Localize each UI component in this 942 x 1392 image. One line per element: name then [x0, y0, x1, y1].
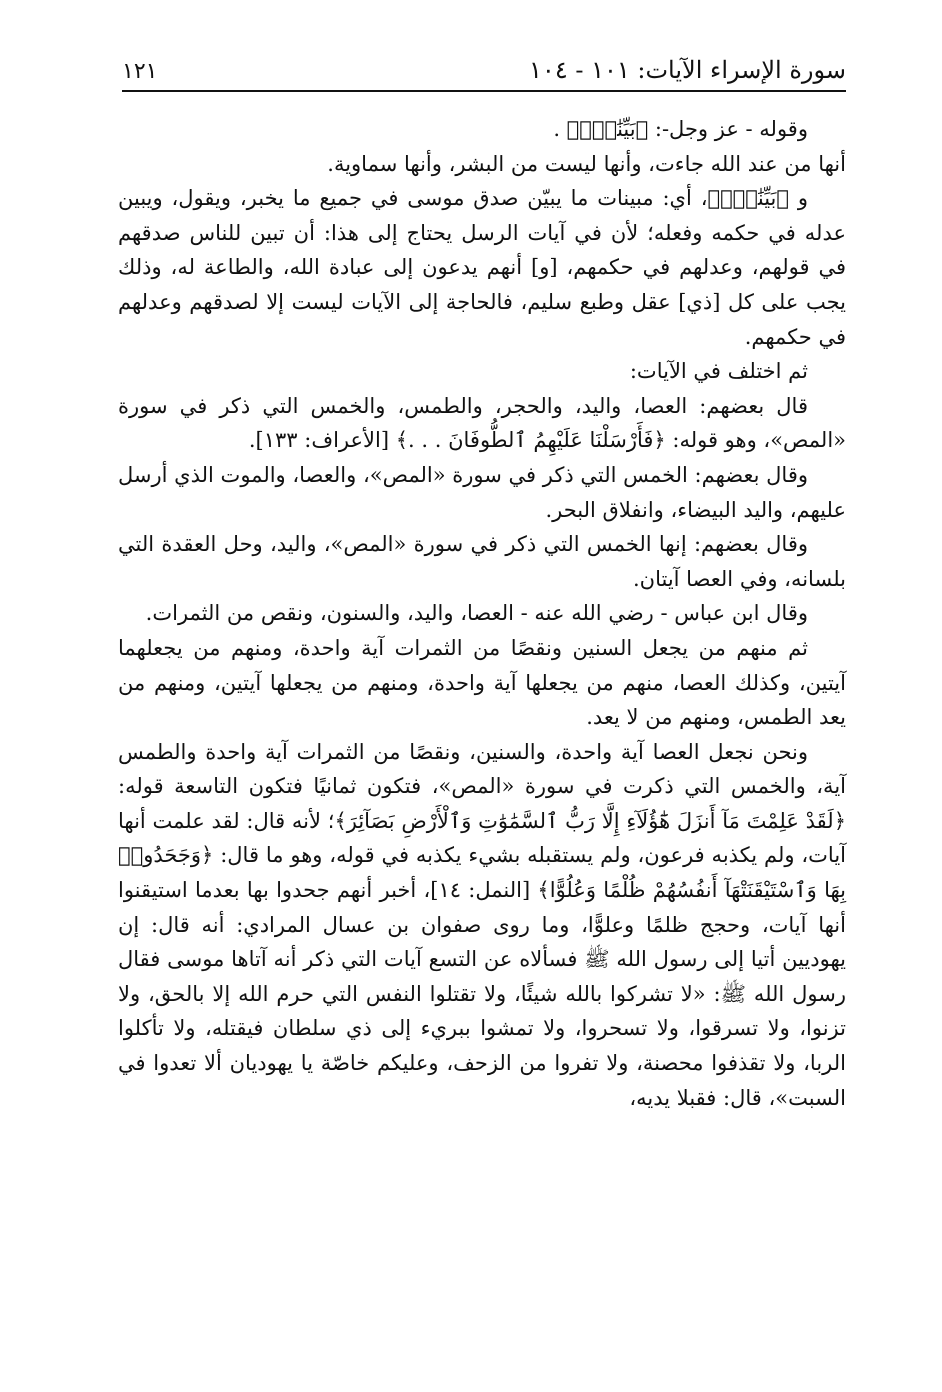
paragraph: ثم اختلف في الآيات:: [629, 359, 808, 384]
running-header: [122, 52, 846, 92]
paragraph: أنها من عند الله جاءت، وأنها ليست من البشر، وأنها سماوية.: [327, 151, 846, 176]
paragraph: وقال بعضهم: الخمس التي ذكر في سورة «المص»، والعصا، والموت الذي أرسل عليهم، واليد البيضاء، وانفلاق البحر.: [118, 462, 846, 522]
page-body: [118, 112, 846, 1115]
chapter-title: سورة الإسراء الآيات: ١٠١ - ١٠٤: [529, 56, 846, 84]
paragraph: وقوله - عز وجل-: ﴿بَيِّنَٰتٍۢ﴾ .: [553, 117, 808, 141]
paragraph: ثم منهم من يجعل السنين ونقصًا من الثمرات آية واحدة، ومنهم من يجعلهما آيتين، وكذلك العصا، منهم من يجعلها آية واحدة، ومنهم من يجعلها آيتين، ومنهم من يعد الطمس، ومنهم من لا يعد.: [118, 635, 846, 730]
paragraph: قال بعضهم: العصا، واليد، والحجر، والطمس، والخمس التي ذكر في سورة «المص»، وهو قوله: ﴿فَأَرْسَلْنَا عَلَيْهِمُ ٱلطُّوفَانَ . . .﴾ [الأعراف: ١٣٣].: [118, 393, 846, 453]
page-number: ١٢١: [122, 59, 158, 84]
paragraph: ونحن نجعل العصا آية واحدة، والسنين، ونقصًا من الثمرات آية واحدة والطمس آية، والخمس التي ذكرت في سورة «المص»، فتكون ثمانيًا فتكون التاسعة قوله: ﴿لَقَدْ عَلِمْتَ مَآ أَنزَلَ هَٰٓؤُلَآءِ إِلَّا رَبُّ ٱلسَّمَٰوَٰتِ وَٱلْأَرْضِ بَصَآئِرَ﴾؛ لأنه قال: لقد علمت أنها آيات، ولم يكذبه فرعون، ولم يستقبله بشيء يكذبه في قوله، وهو ما قال: ﴿وَجَحَدُوا۟ بِهَا وَٱسْتَيْقَنَتْهَآ أَنفُسُهُمْ ظُلْمًا وَعُلُوًّا﴾ [النمل: ١٤]، أخبر أنهم جحدوا بها بعدما استيقنوا أنها آيات، وحجج ظلمًا وعلوًّا، وما روى صفوان بن عسال المرادي: أنه قال: إن يهوديين أتيا إلى رسول الله ﷺ فسألاه عن التسع آيات التي ذكر أنه آتاها موسى فقال رسول الله ﷺ: «لا تشركوا بالله شيئًا، ولا تقتلوا النفس التي حرم الله إلا بالحق، ولا تزنوا، ولا تسرقوا، ولا تسحروا، ولا تمشوا ببريء إلى ذي سلطان فيقتله، ولا تأكلوا الربا، ولا تقذفوا محصنة، ولا تفروا من الزحف، وعليكم خاصّة يا يهوديان ألا تعدوا في السبت»، قال: فقبلا يديه،: [118, 739, 846, 1110]
paragraph: و ﴿بَيِّنَٰتٍۢ﴾، أي: مبينات ما يبيّن صدق موسى في جميع ما يخبر، ويقول، ويبين عدله في حكمه وفعله؛ لأن في آيات الرسل يحتاج إلى هذا: أن تبين للناس صدقهم في قولهم، وعدلهم في حكمهم، [و] أنهم يدعون إلى عبادة الله، والطاعة له، وذلك يجب على كل [ذي] عقل وطبع سليم، فالحاجة إلى الآيات ليست إلا لصدقهم وعدلهم في حكمهم.: [118, 186, 846, 349]
paragraph: وقال بعضهم: إنها الخمس التي ذكر في سورة «المص»، واليد، وحل العقدة التي بلسانه، وفي العصا آيتان.: [118, 532, 846, 591]
paragraph: وقال ابن عباس - رضي الله عنه - العصا، واليد، والسنون، ونقص من الثمرات.: [145, 601, 808, 626]
